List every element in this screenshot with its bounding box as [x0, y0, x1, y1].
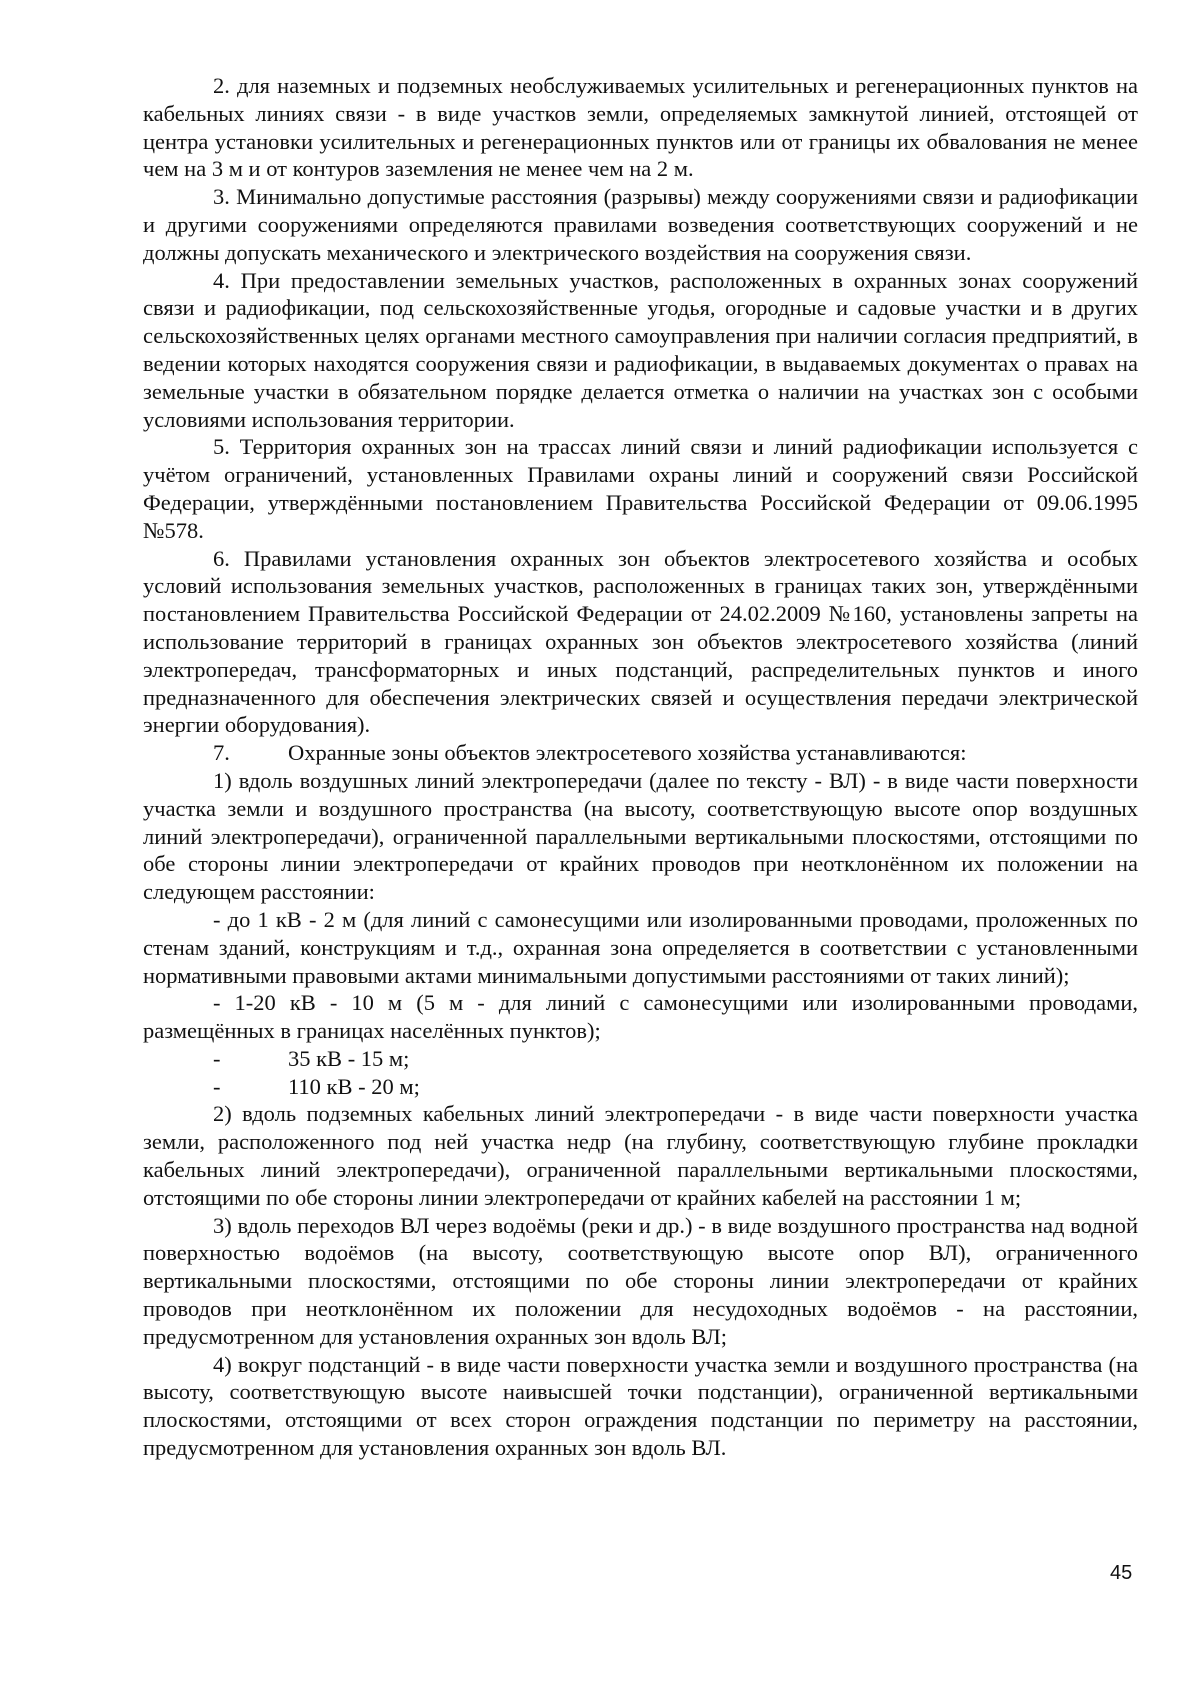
- paragraph-underground-cable: 2) вдоль подземных кабельных линий электропередачи - в виде части поверхности участка земли, расположенного под ней участка недр (на глубину, соответствующую глубине прокладки кабельных линий электропередачи), ограниченной параллельными вертикальными плоскостями, отстоящими по обе стороны линии электропередачи от крайних кабелей на расстоянии 1 м;: [143, 1101, 1138, 1210]
- paragraph-3: 3. Минимально допустимые расстояния (разрывы) между сооружениями связи и радиофикации и другими сооружениями определяются правилами возведения соответствующих сооружений и не должны допускать механического и электрического воздействия на сооружения связи.: [143, 184, 1138, 265]
- list-item-35kv: [143, 1045, 1138, 1073]
- list-dash: -: [213, 1073, 221, 1099]
- list-item-110kv-label: 110 кВ - 20 м;: [288, 1073, 420, 1099]
- paragraph-7: [143, 739, 1138, 767]
- document-page: [143, 72, 1138, 1462]
- item-7-number: 7.: [213, 740, 230, 766]
- paragraph-2: 2. для наземных и подземных необслуживаемых усилительных и регенерационных пунктов на кабельных линиях связи - в виде участков земли, определяемых замкнутой линией, отстоящей от центра установки усилительных и регенерационных пунктов или от границы их обвалования не менее чем на 3 м и от контуров заземления не менее чем на 2 м.: [143, 73, 1138, 182]
- paragraph-water-crossing: 3) вдоль переходов ВЛ через водоёмы (реки и др.) - в виде воздушного пространства над водной поверхностью водоёмов (на высоту, соответствующую высоте опор ВЛ), ограниченного вертикальными плоскостями, отстоящими по обе стороны линии электропередачи от крайних проводов при неотклонённом их положении для несудоходных водоёмов - на расстоянии, предусмотренном для установления охранных зон вдоль ВЛ;: [143, 1212, 1138, 1349]
- list-item-up-to-1kv: - до 1 кВ - 2 м (для линий с самонесущими или изолированными проводами, проложенных по стенам зданий, конструкциям и т.д., охранная зона определяется в соответствии с установленными нормативными правовыми актами минимальными допустимыми расстояниями от таких линий);: [143, 906, 1138, 988]
- paragraph-substations: 4) вокруг подстанций - в виде части поверхности участка земли и воздушного пространства (на высоту, соответствующую высоте наивысшей точки подстанции), ограниченной вертикальными плоскостями, отстоящими от всех сторон ограждения подстанции по периметру на расстоянии, предусмотренном для установления охранных зон вдоль ВЛ.: [143, 1351, 1138, 1461]
- list-item-110kv: [143, 1073, 1138, 1101]
- list-item-1-20kv: - 1-20 кВ - 10 м (5 м - для линий с самонесущими или изолированными проводами, размещённых в границах населённых пунктов);: [143, 990, 1138, 1044]
- page-number: 45: [1110, 1562, 1133, 1584]
- paragraph-4: 4. При предоставлении земельных участков, расположенных в охранных зонах сооружений связи и радиофикации, под сельскохозяйственные угодья, огородные и садовые участки и в других сельскохозяйственных целях органами местного самоуправления при наличии согласия предприятий, в ведении которых находятся сооружения связи и радиофикации, в выдаваемых документах о правах на земельные участки в обязательном порядке делается отметка о наличии на участках зон с особыми условиями использования территории.: [143, 267, 1138, 432]
- list-item-35kv-label: 35 кВ - 15 м;: [288, 1045, 410, 1071]
- paragraph-5: 5. Территория охранных зон на трассах линий связи и линий радиофикации используется с учётом ограничений, установленных Правилами охраны линий и сооружений связи Российской Федерации, утверждёнными постановлением Правительства Российской Федерации от 09.06.1995 №578.: [143, 434, 1138, 543]
- list-dash: -: [213, 1045, 221, 1071]
- item-7-label: Охранные зоны объектов электросетевого хозяйства устанавливаются:: [288, 740, 967, 766]
- paragraph-6: 6. Правилами установления охранных зон объектов электросетевого хозяйства и особых условий использования земельных участков, расположенных в границах таких зон, утверждёнными постановлением Правительства Российской Федерации от 24.02.2009 №160, установлены запреты на использование территорий в границах охранных зон объектов электросетевого хозяйства (линий электропередач, трансформаторных и иных подстанций, распределительных пунктов и иного предназначенного для обеспечения электрических связей и осуществления передачи электрической энергии оборудования).: [143, 545, 1138, 738]
- paragraph-vl-1: 1) вдоль воздушных линий электропередачи (далее по тексту - ВЛ) - в виде части поверхности участка земли и воздушного пространства (на высоту, соответствующую высоте опор воздушных линий электропередачи), ограниченной параллельными вертикальными плоскостями, отстоящими по обе стороны линии электропередачи от крайних проводов при неотклонённом их положении на следующем расстоянии:: [143, 767, 1138, 905]
